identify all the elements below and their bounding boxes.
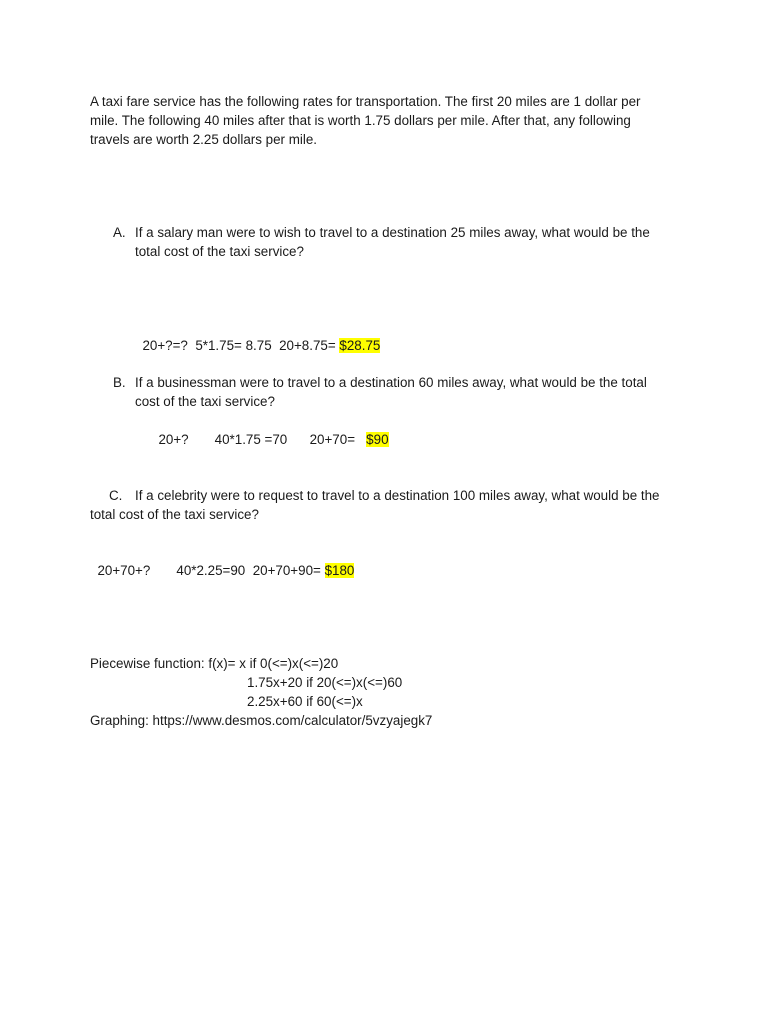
intro-line-1: A taxi fare service has the following rates for transportation. The first 20 miles are 1 dollar per (90, 94, 641, 109)
question-c-line-1: If a celebrity were to request to travel to a destination 100 miles away, what would be the (135, 488, 660, 503)
question-a-line-1: If a salary man were to wish to travel to a destination 25 miles away, what would be the (135, 225, 650, 240)
question-a-marker: A. (113, 225, 126, 240)
question-b-marker: B. (113, 375, 126, 390)
question-b-work (151, 411, 389, 449)
intro-line-2: mile. The following 40 miles after that is worth 1.75 dollars per mile. After that, any following (90, 113, 631, 128)
question-b-line-1: If a businessman were to travel to a destination 60 miles away, what would be the total (135, 375, 647, 390)
piecewise-line-3: 2.25x+60 if 60(<=)x (247, 694, 363, 709)
question-b-work-text: 20+? 40*1.75 =70 20+70= (158, 432, 367, 447)
question-c-marker: C. (109, 488, 123, 503)
piecewise-line-2: 1.75x+20 if 20(<=)x(<=)60 (247, 675, 403, 690)
intro-line-3: travels are worth 2.25 dollars per mile. (90, 132, 317, 147)
question-b-line-2: cost of the taxi service? (135, 394, 275, 409)
question-a-answer: $28.75 (339, 338, 381, 353)
question-a-work-text: 20+?=? 5*1.75= 8.75 20+8.75= (142, 338, 340, 353)
question-a-work (135, 317, 380, 355)
question-c-line-2: total cost of the taxi service? (90, 507, 259, 522)
piecewise-line-1: Piecewise function: f(x)= x if 0(<=)x(<=)20 (90, 656, 339, 671)
question-a-line-2: total cost of the taxi service? (135, 244, 304, 259)
question-c-work (90, 542, 354, 580)
question-b-answer: $90 (366, 432, 389, 447)
question-c-answer: $180 (324, 563, 355, 578)
question-c-work-text: 20+70+? 40*2.25=90 20+70+90= (97, 563, 325, 578)
graphing-link: Graphing: https://www.desmos.com/calculator/5vzyajegk7 (90, 713, 433, 728)
